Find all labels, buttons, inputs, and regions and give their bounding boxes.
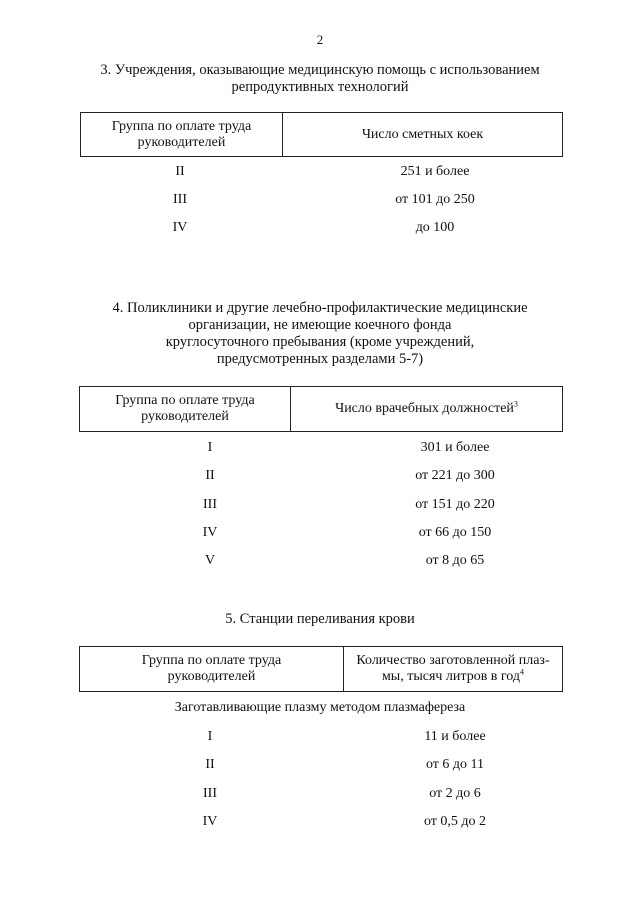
value-cell: от 8 до 65 xyxy=(425,553,485,568)
section4-table-header xyxy=(79,386,563,432)
section3-table-header xyxy=(80,112,563,157)
section5-heading: 5. Станции переливания крови xyxy=(225,611,415,627)
section3-heading-line: 3. Учреждения, оказывающие медицинскую помощь с использованием xyxy=(100,62,540,78)
group-cell: II xyxy=(205,757,215,772)
header-text: руководителей xyxy=(137,134,226,150)
value-cell: от 66 до 150 xyxy=(418,525,492,540)
section5-subheading: Заготавливающие плазму методом плазмафереза xyxy=(174,700,466,715)
group-cell: IV xyxy=(202,525,218,540)
header-text: Количество заготовленной плаз- xyxy=(356,653,550,668)
value-cell: 11 и более xyxy=(424,729,486,744)
section4-heading-line: организации, не имеющие коечного фонда xyxy=(188,317,452,333)
header-text: Группа по оплате труда xyxy=(111,118,252,134)
header-text: руководителей xyxy=(167,669,256,684)
value-cell: 251 и более xyxy=(400,164,470,179)
header-text: мы, тысяч литров в год xyxy=(381,669,521,684)
header-text: Группа по оплате труда xyxy=(141,653,282,668)
footnote-mark: 4 xyxy=(520,667,525,677)
header-text: Число сметных коек xyxy=(361,126,484,142)
section3-heading xyxy=(60,62,580,96)
page-number: 2 xyxy=(316,32,324,47)
group-cell: III xyxy=(203,786,217,801)
section3-heading-line: репродуктивных технологий xyxy=(231,79,409,95)
value-cell: 301 и более xyxy=(420,440,490,455)
section5-col1-header xyxy=(80,647,344,691)
value-cell: от 0,5 до 2 xyxy=(423,814,487,829)
value-cell: от 151 до 220 xyxy=(415,497,495,512)
group-cell: I xyxy=(207,729,213,744)
footnote-mark: 3 xyxy=(513,399,518,409)
section4-heading xyxy=(60,300,580,368)
section3-col1-header xyxy=(81,113,283,156)
group-cell: II xyxy=(205,468,215,483)
group-cell: I xyxy=(207,440,213,455)
group-cell: IV xyxy=(202,814,218,829)
group-cell: III xyxy=(203,497,217,512)
group-cell: III xyxy=(173,192,187,207)
value-cell: от 221 до 300 xyxy=(415,468,495,483)
section5-col2-header xyxy=(344,647,562,691)
section5-table-header xyxy=(79,646,563,692)
section4-col1-header xyxy=(80,387,291,431)
group-cell: IV xyxy=(172,220,188,235)
header-text: Число врачебных должностей xyxy=(335,401,514,416)
section3-col2-header xyxy=(283,113,562,156)
value-cell: от 6 до 11 xyxy=(425,757,485,772)
value-cell: до 100 xyxy=(415,220,455,235)
header-text: Группа по оплате труда xyxy=(115,393,255,408)
value-cell: от 2 до 6 xyxy=(429,786,481,801)
group-cell: II xyxy=(175,164,185,179)
section4-heading-line: круглосуточного пребывания (кроме учреждений, xyxy=(165,334,475,350)
section4-heading-line: 4. Поликлиники и другие лечебно-профилактические медицинские xyxy=(112,300,528,316)
section4-col2-header xyxy=(291,387,562,431)
section4-heading-line: предусмотренных разделами 5-7) xyxy=(216,351,424,367)
group-cell: V xyxy=(204,553,216,568)
header-text: руководителей xyxy=(141,409,229,424)
value-cell: от 101 до 250 xyxy=(395,192,475,207)
